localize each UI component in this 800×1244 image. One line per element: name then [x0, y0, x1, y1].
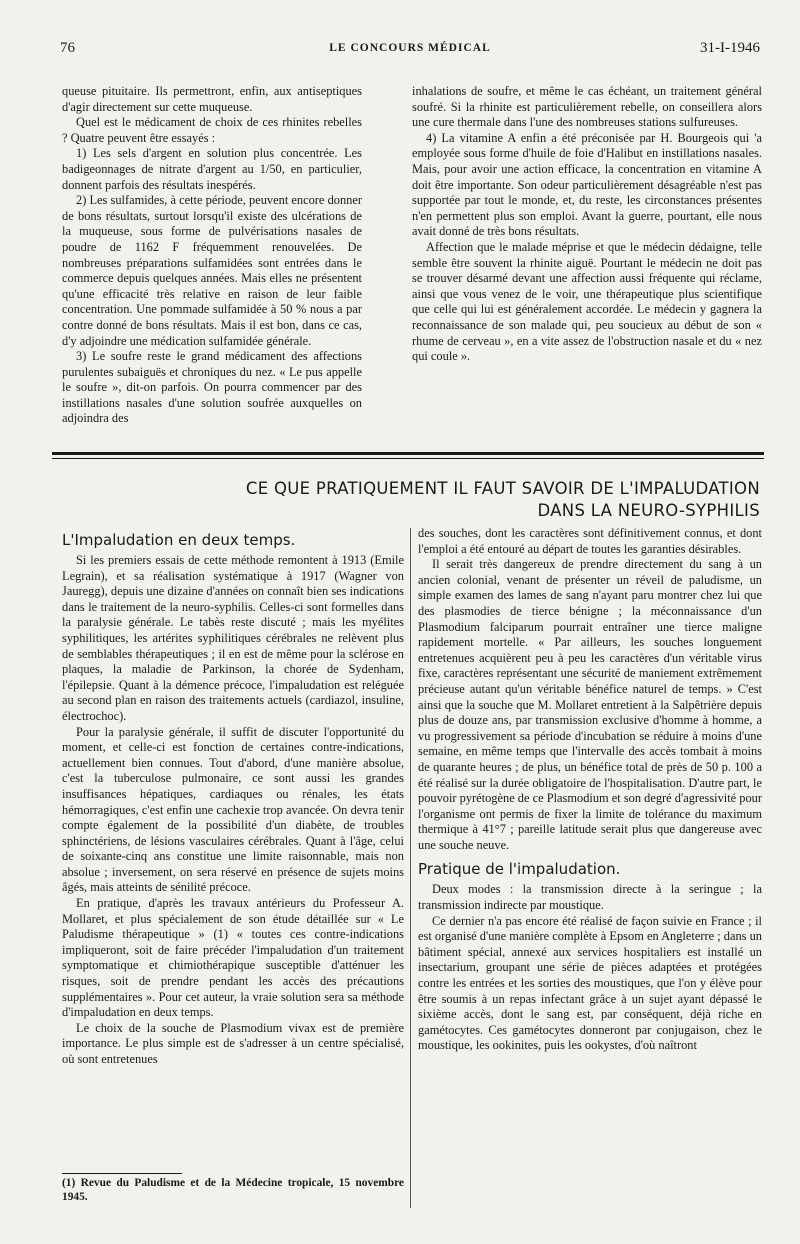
paragraph: Quel est le médicament de choix de ces rhinites rebelles ? Quatre peuvent être essayés :: [62, 115, 362, 145]
section-divider-thin: [52, 458, 764, 459]
paragraph: des souches, dont les caractères sont définitivement connus, et dont l'emploi a été entouré au départ de toutes les garanties désirables.: [418, 526, 762, 556]
issue-date: 31-I-1946: [700, 40, 760, 56]
paragraph: queuse pituitaire. Ils permettront, enfin, aux antiseptiques d'agir directement sur cette muqueuse.: [62, 84, 362, 114]
paragraph: Pour la paralysie générale, il suffit de discuter l'opportunité du moment, et celle-ci est fonction de certaines contre-indications, actuellement bien connues. Tout d'abord, d'une manière absolue, c'est la tuberculose pulmonaire, ce sont aussi les grandes insuffisances hépatiques, cardiaques ou rénales, les états hémorragiques, c'est enfin une cachexie trop avancée. On devra tenir compte également de la possibilité d'un diabète, de troubles sphinctériens, de lésions vasculaires cérébrales. Quant à l'âge, celui de soixante-cinq ans constitue une limite raisonnable, mais non absolue ; inversement, on sera réservé en présence de sujets moins âgés, mais atteints de sénilité précoce.: [62, 724, 404, 895]
footnote: (1) Revue du Paludisme et de la Médecine tropicale, 15 novembre 1945.: [62, 1177, 404, 1203]
paragraph: Il serait très dangereux de prendre directement du sang à un ancien colonial, venant de présenter un réveil de paludisme, un simple examen des lames de sang n'ayant paru montrer chez lui que des plasmodies de tierce bénigne ; la méconnaissance d'un Plasmodium falciparum pourrait entraîner une tierce maligne rapidement mortelle. « Par ailleurs, les souches longuement entretenues acquièrent peu à peu les caractères d'un véritable virus fixe, caractères représentant une sécurité de maniement extrêmement précieuse autant qu'un véritable bénéfice naturel de temps. » C'est ainsi que la souche que M. Mollaret entretient à la Salpêtrière depuis plus de douze ans, par transmission exclusive d'homme à homme, a vu progressivement sa période d'incubation se réduire à moins d'une semaine, en même temps que l'intervalle des accès tombait à moins de quarante heures ; de plus, un bénéfice total de près de 50 p. 100 a été réalisé sur la durée obligatoire de l'hospitalisation. D'autre part, le pouvoir pyrétogène de ce Plasmodium et son degré d'agressivité pour l'organisme ont permis de fixer la limite de tolérance du maximum thermique à 41°7 ; pareille latitude serait plus que dangereuse avec une souche neuve.: [418, 557, 762, 852]
paragraph: inhalations de soufre, et même le cas échéant, un traitement général soufré. Si la rhinite est particulièrement rebelle, on conseillera alors une cure thermale dans l'une des nombreuses stations sulfureuses.: [412, 84, 762, 130]
page-header: [60, 40, 760, 64]
bottom-left-column: [62, 528, 404, 1068]
paragraph: 3) Le soufre reste le grand médicament des affections purulentes subaiguës et chroniques du nez. « Le pus appelle le soufre », dit-on parfois. On pourra commencer par des instillations nasales d'une solution soufrée auxquelles on adjoindra des: [62, 349, 362, 426]
top-right-column: [412, 84, 762, 365]
bottom-right-column: [418, 526, 762, 1054]
paragraph: En pratique, d'après les travaux antérieurs du Professeur A. Mollaret, et plus spécialement de son étude détaillée sur « Le Paludisme thérapeutique » (1) « toutes ces contre-indications impliqueront, soit de faire précéder l'impaludation d'un traitement symptomatique et chimiothérapique susceptible d'atténuer les risques, soit de prendre pendant les accès des précautions supplémentaires ». Pour cet auteur, la vraie solution sera sa méthode d'impaludation en deux temps.: [62, 896, 404, 1020]
section-heading: L'Impaludation en deux temps.: [62, 531, 296, 549]
paragraph: Ce dernier n'a pas encore été réalisé de façon suivie en France ; il est organisé d'une manière complète à Epsom en Angleterre ; dans un bâtiment spécial, annexé aux services hospitaliers est installé un insectarium, groupant une série de pièces adaptées et protégées contre les entrées et les sorties des moustiques, que l'on y élève pour être soumis à un repas infectant grâce à un sujet ayant dépassé le sixième accès, dont le sang est, par conséquent, déjà riche en gamétocytes. Ces gamétocytes donneront par conjugaison, chez le moustique, les ookinites, puis les ookystes, d'où naîtront: [418, 913, 762, 1053]
paragraph: 2) Les sulfamides, à cette période, peuvent encore donner de bons résultats, surtout lorsqu'il existe des ulcérations de la muqueuse, sous forme de pulvérisations nasales de poudre de 1162 F fréquemment renouvelées. De nombreuses préparations sulfamidées sont entrées dans le commerce depuis quelques années. Mais elles ne présentent qu'une efficacité très relative en raison de leur faible concentration. Une pommade sulfamidée à 50 % nous a par contre donné de bons résultats. Mais il est bon, dans ce cas, d'y adjoindre une médication sulfamidée générale.: [62, 193, 362, 348]
page-number: 76: [60, 40, 75, 56]
article-title-line: CE QUE PRATIQUEMENT IL FAUT SAVOIR DE L'IMPALUDATION: [245, 479, 760, 498]
top-left-column: [62, 84, 362, 427]
section-divider: [52, 452, 764, 455]
footnote-rule: [62, 1173, 182, 1174]
article-title-line: DANS LA NEURO-SYPHILIS: [537, 501, 760, 520]
paragraph: Le choix de la souche de Plasmodium vivax est de première importance. Le plus simple est de s'adresser à un centre spécialisé, où sont entretenues: [62, 1020, 404, 1066]
paragraph: 1) Les sels d'argent en solution plus concentrée. Les badigeonnages de nitrate d'argent au 1/50, en particulier, donnent parfois des résultats inespérés.: [62, 146, 362, 192]
paragraph: Affection que le malade méprise et que le médecin dédaigne, telle semble être souvent la rhinite aiguë. Pourtant le médecin ne doit pas se trouver désarmé devant une affection aussi fréquente qui réclame, ainsi que vous venez de le voir, une thérapeutique plus scientifique que celle qui lui est généralement accordée. Le médecin y gagnera la reconnaissance de son malade qui, peu soucieux au début de son « rhume de cerveau », en a vite assez de l'obstruction nasale et du « nez qui coule ».: [412, 239, 762, 364]
column-separator: [410, 528, 411, 1208]
article-title: [100, 478, 760, 522]
paragraph: 4) La vitamine A enfin a été préconisée par H. Bourgeois qui 'a employée sous forme d'huile de foie d'Halibut en instillations nasales. Mais, pour avoir une action efficace, la concentration en vitamine A doit être importante. Son odeur particulièrement désagréable n'est pas supportée par tout le monde, et, du reste, les circonstances présentes n'en permettent plus son emploi. Avant la guerre, pourtant, elle nous avait donné de très bons résultats.: [412, 130, 762, 239]
section-heading: Pratique de l'impaludation.: [418, 860, 621, 879]
journal-title: LE CONCOURS MÉDICAL: [329, 42, 491, 54]
paragraph: Deux modes : la transmission directe à la seringue ; la transmission indirecte par moustique.: [418, 882, 762, 913]
paragraph: Si les premiers essais de cette méthode remontent à 1913 (Emile Legrain), et sa réalisation systématique à 1917 (Wagner von Jauregg), depuis une dizaine d'années on connaît bien ses indications dans le traitement de la neuro-syphilis. Celles-ci sont formelles dans la paralysie générale. Le tabès reste discuté ; mais les myélites syphilitiques, les artérites syphilitiques cérébrales ne relèvent plus de semblables thérapeutiques ; il en est de même pour la sclérose en plaques, la maladie de Parkinson, la chorée de Sydenham, l'épilepsie. Quant à la démence précoce, l'impaludation est reléguée au second plan en raison des traitements actuels (cardiazol, insuline, électrochoc).: [62, 553, 404, 723]
